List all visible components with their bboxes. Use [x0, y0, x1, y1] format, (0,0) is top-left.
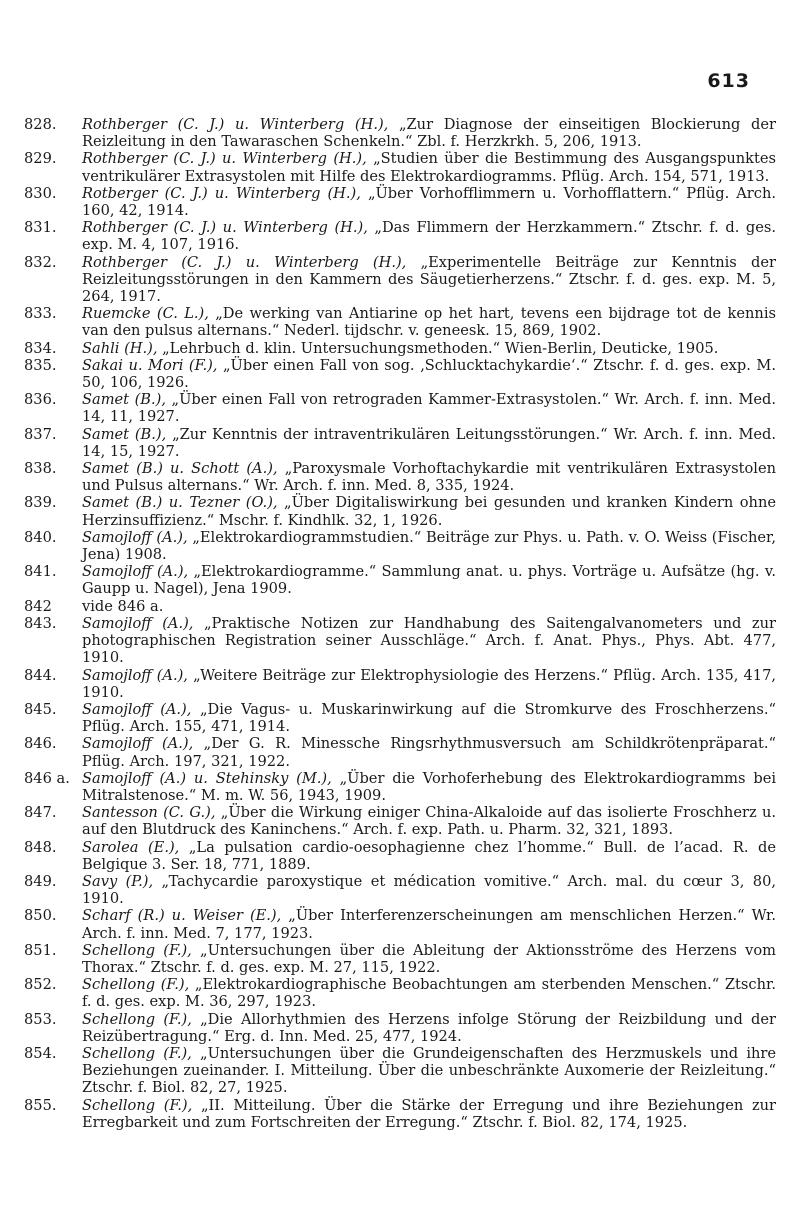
entry-number: 839.	[24, 494, 57, 512]
bibliography-entry	[24, 219, 776, 253]
entry-citation: „Elektrokardiographische Beobachtungen am sterbenden Menschen.“ Ztschr. f. d. ges. exp. M. 36, 297, 1923.	[82, 976, 776, 1011]
bibliography-entry	[24, 150, 776, 184]
entry-author: Samojloff (A.) u. Stehinsky (M.),	[82, 769, 332, 787]
bibliography-entry	[24, 460, 776, 494]
entry-number: 852.	[24, 976, 57, 994]
bibliography-entry	[24, 340, 776, 357]
entry-citation: „Über einen Fall von sog. ‚Schlucktachykardie‘.“ Ztschr. f. d. ges. exp. M. 50, 106, 1926.	[82, 356, 776, 392]
entry-number: 846 a.	[24, 769, 70, 787]
entry-citation: „La pulsation cardio-oesophagienne chez l’homme.“ Bull. de l’acad. R. de Belgique 3. Ser. 18, 771, 1889.	[82, 838, 776, 873]
bibliography-entry	[24, 1045, 776, 1097]
entry-author: Scharf (R.) u. Weiser (E.),	[82, 907, 282, 925]
bibliography-entry	[24, 529, 776, 563]
entry-citation: „Über die Vorhoferhebung des Elektrokardiogramms bei Mitralstenose.“ M. m. W. 56, 1943, 1909.	[82, 769, 776, 804]
bibliography-entry	[24, 426, 776, 460]
entry-citation: „Über einen Fall von retrograden Kammer-Extrasystolen.“ Wr. Arch. f. inn. Med. 14, 11, 1927.	[82, 391, 777, 426]
bibliography-entry	[24, 770, 776, 804]
entry-citation: „De werking van Antiarine op het hart, tevens een bijdrage tot de kennis van den pulsus alternans.“ Nederl. tijdschr. v. geneesk. 15, 869, 1902.	[82, 305, 776, 340]
entry-number: 853.	[24, 1010, 57, 1028]
entry-author: Samojloff (A.),	[82, 528, 188, 546]
entry-author: Samojloff (A.),	[82, 666, 188, 684]
entry-number: 854.	[24, 1044, 57, 1062]
entry-citation: „Die Allorhythmien des Herzens infolge Störung der Reizbildung und der Reizübertragung.“ Erg. d. Inn. Med. 25, 477, 1924.	[82, 1010, 776, 1045]
entry-citation: „Elektrokardiogrammstudien.“ Beiträge zur Phys. u. Path. v. O. Weiss (Fischer, Jena) 1908.	[82, 528, 776, 564]
entry-number: 829.	[24, 150, 57, 168]
entry-author: Sarolea (E.),	[82, 838, 180, 856]
entry-number: 851.	[24, 941, 57, 959]
entry-author: Rothberger (C. J.) u. Winterberg (H.),	[82, 219, 368, 237]
entry-author: Rothberger (C. J.) u. Winterberg (H.),	[82, 150, 367, 168]
entry-author: Samojloff (A.),	[82, 614, 194, 632]
entry-citation: „II. Mitteilung. Über die Stärke der Erregung und ihre Beziehungen zur Erregbarkeit und zum Fortschreiten der Erregung.“ Ztschr. f. Biol. 82, 174, 1925.	[82, 1096, 777, 1131]
entry-citation: „Praktische Notizen zur Handhabung des Saitengalvanometers und zur photographischen Registration seiner Ausschläge.“ Arch. f. Anat. Phys., Phys. Abt. 477, 1910.	[82, 614, 776, 667]
entry-number: 836.	[24, 391, 57, 409]
entry-author: Samet (B.),	[82, 391, 166, 409]
entry-number: 838.	[24, 460, 57, 478]
entry-citation: „Über Vorhofflimmern u. Vorhofflattern.“ Pflüg. Arch. 160, 42, 1914.	[82, 184, 776, 220]
entry-number: 833.	[24, 305, 57, 323]
bibliography-entry	[24, 701, 776, 735]
bibliography-entry	[24, 615, 776, 667]
bibliography-entry	[24, 116, 776, 150]
entry-citation: „Experimentelle Beiträge zur Kenntnis der Reizleitungsstörungen in den Kammern des Säugetierherzens.“ Ztschr. f. d. ges. exp. M. 5, 264, 1917.	[82, 253, 777, 306]
bibliography-entry	[24, 391, 776, 425]
entry-number: 844.	[24, 666, 57, 684]
entry-number: 830.	[24, 184, 57, 202]
entry-author: Ruemcke (C. L.),	[82, 305, 209, 323]
entry-citation: „Lehrbuch d. klin. Untersuchungsmethoden.“ Wien-Berlin, Deuticke, 1905.	[162, 339, 719, 357]
entry-number: 834.	[24, 339, 57, 357]
entry-citation: „Über Digitaliswirkung bei gesunden und kranken Kindern ohne Herzinsuffizienz.“ Mschr. f. Kindhlk. 32, 1, 1926.	[82, 494, 776, 529]
entry-author: Samojloff (A.),	[82, 735, 194, 753]
bibliography-entry	[24, 305, 776, 339]
bibliography-entry	[24, 598, 776, 615]
entry-number: 837.	[24, 425, 57, 443]
entry-number: 831.	[24, 219, 57, 237]
entry-number: 835.	[24, 356, 57, 374]
entry-citation: „Elektrokardiogramme.“ Sammlung anat. u. phys. Vorträge u. Aufsätze (hg. v. Gaupp u. Nagel), Jena 1909.	[82, 563, 777, 598]
entry-author: Rotberger (C. J.) u. Winterberg (H.),	[82, 184, 361, 202]
entry-citation: „Zur Diagnose der einseitigen Blockierung der Reizleitung in den Tawaraschen Schenkeln.“ Zbl. f. Herzkrkh. 5, 206, 1913.	[82, 116, 776, 151]
entry-citation: „Zur Kenntnis der intraventrikulären Leitungsstörungen.“ Wr. Arch. f. inn. Med. 14, 15, 1927.	[82, 425, 777, 460]
entry-number: 845.	[24, 700, 57, 718]
bibliography-entry	[24, 1097, 776, 1131]
page-number: 613	[707, 70, 750, 92]
bibliography-entry	[24, 357, 776, 391]
entry-number: 847.	[24, 804, 57, 822]
entry-author: Savy (P.),	[82, 872, 154, 890]
entry-number: 850.	[24, 907, 57, 925]
bibliography-entry	[24, 563, 776, 597]
entry-author: Schellong (F.),	[82, 1044, 192, 1062]
bibliography-entry	[24, 907, 776, 941]
entry-number: 848.	[24, 838, 57, 856]
entry-citation: „Der G. R. Minessche Ringsrhythmusversuch am Schildkrötenpräparat.“ Pflüg. Arch. 197, 321, 1922.	[82, 735, 776, 770]
entry-number: 855.	[24, 1096, 57, 1114]
entry-author: Samojloff (A.),	[82, 700, 192, 718]
entry-author: Rothberger (C. J.) u. Winterberg (H.),	[82, 253, 407, 271]
entry-author: Schellong (F.),	[82, 1096, 193, 1114]
entry-citation: vide 846 a.	[82, 597, 164, 615]
bibliography-entry	[24, 735, 776, 769]
entry-citation: „Studien über die Bestimmung des Ausgangspunktes ventrikulärer Extrasystolen mit Hilfe des Elektrokardiogramms. Pflüg. Arch. 154, 571, 1913.	[82, 150, 777, 185]
bibliography-entry	[24, 873, 776, 907]
entry-citation: „Weitere Beiträge zur Elektrophysiologie des Herzens.“ Pflüg. Arch. 135, 417, 1910.	[82, 666, 777, 701]
entry-number: 841.	[24, 563, 57, 581]
entry-number: 846.	[24, 735, 57, 753]
entry-citation: „Tachycardie paroxystique et médication vomitive.“ Arch. mal. du cœur 3, 80, 1910.	[82, 872, 777, 908]
entry-author: Schellong (F.),	[82, 941, 192, 959]
entry-author: Samet (B.),	[82, 425, 167, 443]
entry-author: Samojloff (A.),	[82, 563, 189, 581]
entry-author: Samet (B.) u. Tezner (O.),	[82, 494, 278, 512]
entry-number: 832.	[24, 253, 57, 271]
entry-citation: „Die Vagus- u. Muskarinwirkung auf die Stromkurve des Froschherzens.“ Pflüg. Arch. 155, 471, 1914.	[82, 700, 777, 736]
entry-author: Schellong (F.),	[82, 976, 190, 994]
entry-number: 843.	[24, 614, 57, 632]
entry-citation: „Das Flimmern der Herzkammern.“ Ztschr. f. d. ges. exp. M. 4, 107, 1916.	[82, 219, 777, 254]
entry-citation: „Paroxysmale Vorhoftachykardie mit ventrikulären Extrasystolen und Pulsus alternans.“ Wr. Arch. f. inn. Med. 8, 335, 1924.	[82, 460, 777, 495]
bibliography-entry	[24, 494, 776, 528]
bibliography-entry	[24, 667, 776, 701]
entry-number: 840.	[24, 528, 57, 546]
bibliography-entry	[24, 254, 776, 306]
entry-citation: „Untersuchungen über die Grundeigenschaften des Herzmuskels und ihre Beziehungen zueinander. I. Mitteilung. Über die unbeschränkte Auxomerie der Reizleitung.“ Ztschr. f. Biol. 82, 27, 1925.	[82, 1044, 777, 1097]
entry-author: Sakai u. Mori (F.),	[82, 356, 218, 374]
bibliography-list	[24, 116, 776, 1131]
bibliography-entry	[24, 1011, 776, 1045]
bibliography-entry	[24, 942, 776, 976]
entry-citation: „Untersuchungen über die Ableitung der Aktionsströme des Herzens vom Thorax.“ Ztschr. f. d. ges. exp. M. 27, 115, 1922.	[82, 941, 776, 976]
entry-author: Sahli (H.),	[82, 339, 158, 357]
bibliography-entry	[24, 976, 776, 1010]
bibliography-entry	[24, 185, 776, 219]
entry-author: Rothberger (C. J.) u. Winterberg (H.),	[82, 116, 389, 133]
entry-author: Schellong (F.),	[82, 1010, 192, 1028]
entry-number: 828.	[24, 116, 57, 133]
entry-citation: „Über Interferenzerscheinungen am menschlichen Herzen.“ Wr. Arch. f. inn. Med. 7, 177, 1923.	[82, 907, 776, 942]
bibliography-entry	[24, 804, 776, 838]
entry-number: 842	[24, 597, 52, 615]
entry-author: Santesson (C. G.),	[82, 804, 216, 822]
entry-number: 849.	[24, 872, 57, 890]
entry-author: Samet (B.) u. Schott (A.),	[82, 460, 278, 478]
entry-citation: „Über die Wirkung einiger China-Alkaloide auf das isolierte Froschherz u. auf den Blutdruck des Kaninchens.“ Arch. f. exp. Path. u. Pharm. 32, 321, 1893.	[82, 804, 776, 839]
bibliography-entry	[24, 839, 776, 873]
